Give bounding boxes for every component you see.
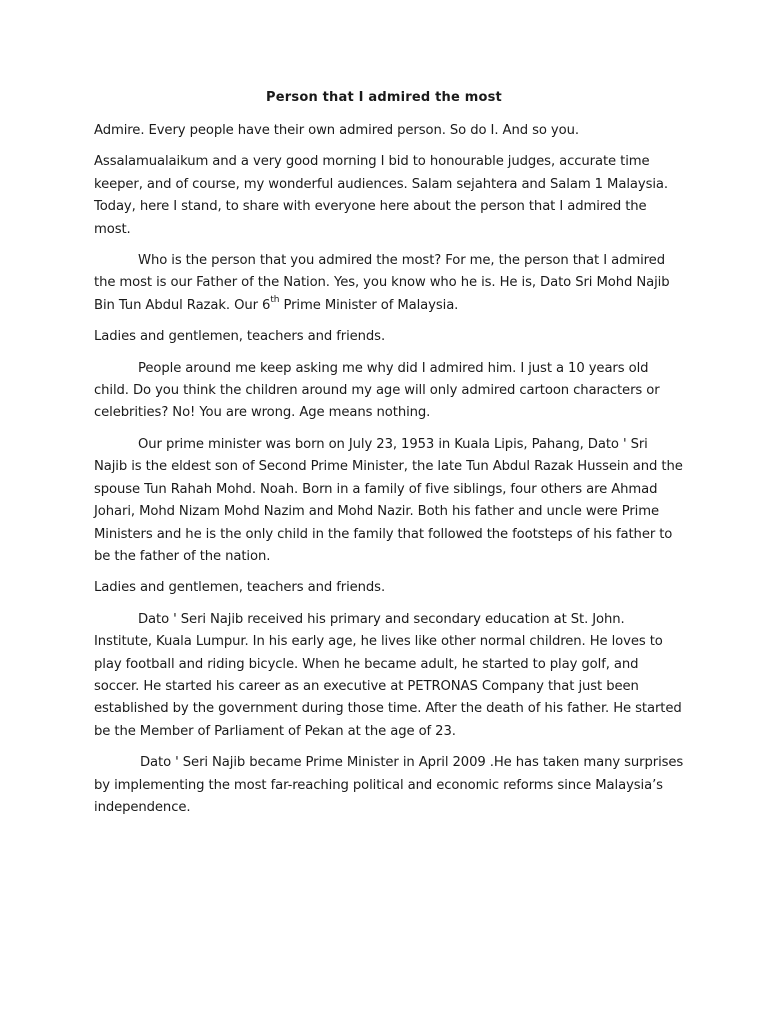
document-body	[94, 120, 684, 828]
paragraph-who-text: Who is the person that you admired the most? For me, the person that I admired the most is our Father of the Nation. Yes, you know who he is. He is, Dato Sri Mohd Najib Bin Tun Abdul Razak. Our 6	[94, 253, 670, 313]
paragraph-address-1: Ladies and gentlemen, teachers and friends.	[94, 329, 386, 345]
paragraph-why: People around me keep asking me why did I admired him. I just a 10 years old child. Do you think the children around my age will only admired cartoon characters or celebrities? No! You are wrong. Age means nothing.	[94, 360, 660, 421]
paragraph-greeting: Assalamualaikum and a very good morning I bid to honourable judges, accurate time keeper, and of course, my wonderful audiences. Salam sejahtera and Salam 1 Malaysia. Today, here I stand, to share with everyone here about the person that I admired the most.	[94, 154, 668, 237]
paragraph-who-end: Prime Minister of Malaysia.	[279, 297, 459, 313]
paragraph-prime-minister: Dato ' Seri Najib became Prime Minister in April 2009 .He has taken many surprises by implementing the most far-reaching political and economic reforms since Malaysia’s independence.	[94, 755, 684, 815]
paragraph-address-2: Ladies and gentlemen, teachers and friends.	[94, 580, 386, 596]
paragraph-who	[94, 250, 684, 317]
paragraph-intro: Admire. Every people have their own admired person. So do I. And so you.	[94, 123, 579, 138]
ordinal-suffix: th	[270, 295, 280, 306]
document-title: Person that I admired the most	[266, 90, 502, 105]
paragraph-born: Our prime minister was born on July 23, 1953 in Kuala Lipis, Pahang, Dato ' Sri Najib is the eldest son of Second Prime Minister, the late Tun Abdul Razak Hussein and the spouse Tun Rahah Mohd. Noah. Born in a family of five siblings, four others are Ahmad Johari, Mohd Nizam Mohd Nazim and Mohd Nazir. Both his father and uncle were Prime Ministers and he is the only child in the family that followed the footsteps of his father to be the father of the nation.	[94, 436, 683, 564]
paragraph-education: Dato ' Seri Najib received his primary and secondary education at St. John. Institute, Kuala Lumpur. In his early age, he lives like other normal children. He loves to play football and riding bicycle. When he became adult, he started to play golf, and soccer. He started his career as an executive at PETRONAS Company that just been established by the government during those time. After the death of his father. He started be the Member of Parliament of Pekan at the age of 23.	[94, 611, 682, 739]
